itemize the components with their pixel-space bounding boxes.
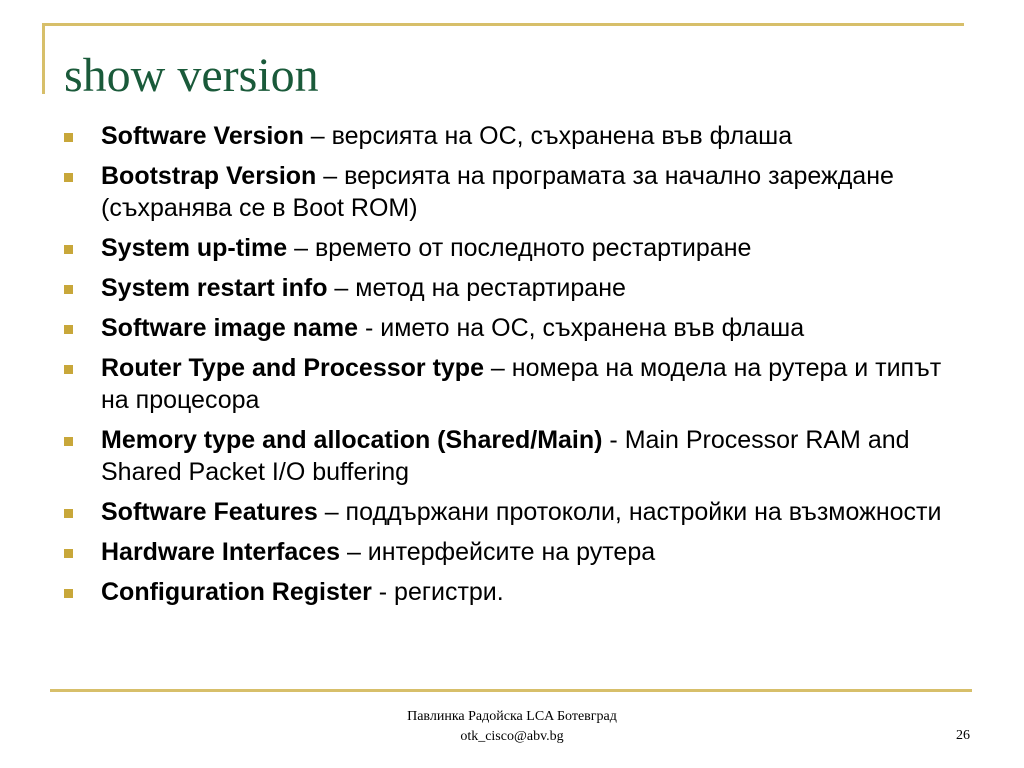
footer-author: Павлинка Радойска LCA Ботевград <box>407 709 617 724</box>
bullet-text: – версията на ОС, съхранена във флаша <box>303 122 793 150</box>
bullet-list <box>62 120 962 616</box>
square-bullet-icon <box>64 509 73 518</box>
bullet-term: Software Version <box>101 122 304 150</box>
bullet-term: System up-time <box>101 234 288 262</box>
square-bullet-icon <box>64 589 73 598</box>
bullet-term: Hardware Interfaces <box>101 538 341 566</box>
bullet-text: - Main Processor RAM and Shared Packet I/O buffering <box>101 426 910 486</box>
square-bullet-icon <box>64 173 73 182</box>
bullet-text: – времето от последното рестартиране <box>287 234 752 262</box>
bullet-item <box>62 160 962 224</box>
bullet-term: Configuration Register <box>101 578 372 606</box>
square-bullet-icon <box>64 245 73 254</box>
bullet-term: Bootstrap Version <box>101 162 317 190</box>
bullet-text: - името на ОС, съхранена във флаша <box>358 314 805 342</box>
bullet-text: – метод на рестартиране <box>327 274 626 302</box>
frame-top-border <box>42 23 964 26</box>
bullet-term: Software Features <box>101 498 318 526</box>
bullet-item <box>62 352 962 416</box>
square-bullet-icon <box>64 325 73 334</box>
frame-left-border <box>42 23 45 94</box>
page-number: 26 <box>956 728 970 743</box>
bullet-item <box>62 312 962 344</box>
footer-email: otk_cisco@abv.bg <box>460 729 564 744</box>
bullet-text: - регистри. <box>371 578 504 606</box>
square-bullet-icon <box>64 365 73 374</box>
bullet-text: – интерфейсите на рутера <box>340 538 656 566</box>
bullet-item <box>62 496 962 528</box>
square-bullet-icon <box>64 437 73 446</box>
footer-divider <box>50 689 972 692</box>
footer <box>0 707 1024 747</box>
bullet-item <box>62 536 962 568</box>
bullet-item <box>62 424 962 488</box>
square-bullet-icon <box>64 133 73 142</box>
bullet-term: Software image name <box>101 314 359 342</box>
bullet-term: System restart info <box>101 274 328 302</box>
bullet-text: – поддържани протоколи, настройки на възможности <box>317 498 942 526</box>
bullet-text: – номера на модела на рутера и типът на процесора <box>101 354 942 414</box>
bullet-term: Memory type and allocation (Shared/Main) <box>101 426 603 454</box>
bullet-item <box>62 272 962 304</box>
bullet-item <box>62 120 962 152</box>
bullet-term: Router Type and Processor type <box>101 354 484 382</box>
bullet-text: – версията на програмата за начално зареждане (съхранява се в Boot ROM) <box>101 162 894 222</box>
square-bullet-icon <box>64 285 73 294</box>
bullet-item <box>62 232 962 264</box>
bullet-item <box>62 576 962 608</box>
slide-title: show version <box>64 49 319 102</box>
square-bullet-icon <box>64 549 73 558</box>
